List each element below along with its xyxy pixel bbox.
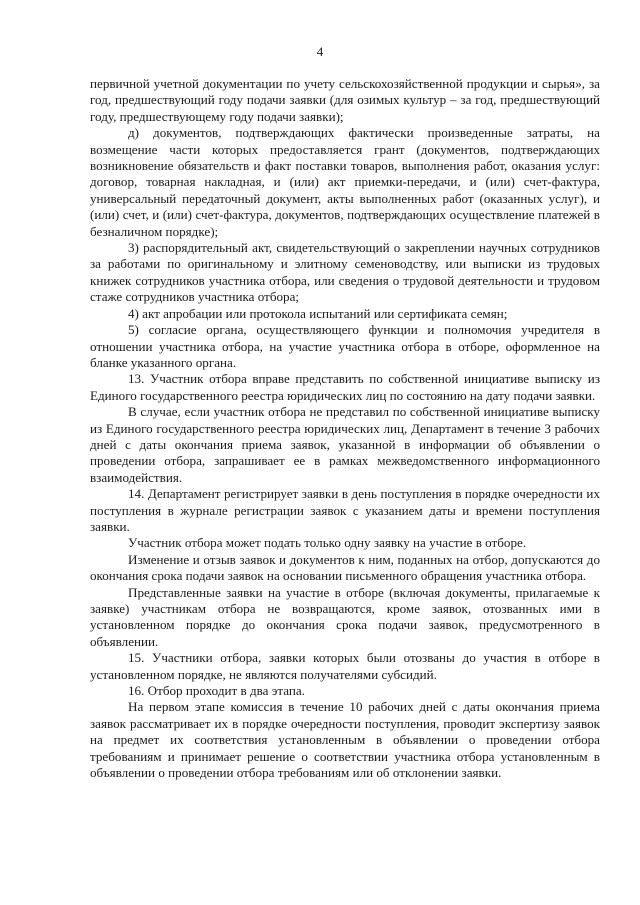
- paragraph: Участник отбора может подать только одну заявку на участие в отборе.: [128, 535, 527, 551]
- paragraph: первичной учетной документации по учету сельскохозяйственной продукции и сырья», за год, предшествующий году подачи заявки (для озимых культур – за год, предшествующий году, предшествующему году подачи заявки);: [90, 76, 600, 124]
- paragraph: Представленные заявки на участие в отборе (включая документы, прилагаемые к заявке) участникам отбора не возвращаются, кроме заявок, отозванных ими в установленном порядке до окончания срока подачи заявок, предусмотренного в объявлении.: [90, 584, 600, 649]
- paragraph: В случае, если участник отбора не представил по собственной инициативе выписку из Единого государственного реестра юридических лиц, Департамент в течение 3 рабочих дней с даты окончания приема заявок, указанной в информации об объявлении о проведении отбора, запрашивает ее в рамках межведомственного информационного взаимодействия.: [90, 404, 600, 485]
- paragraph: На первом этапе комиссия в течение 10 рабочих дней с даты окончания приема заявок рассматривает их в порядке очередности поступления, проводит экспертизу заявок на предмет их соответствия установленным в объявлении о проведении отбора требованиям и принимает решение о соответствии участника отбора установленным в объявлении о проведении отбора требованиям или об отклонении заявки.: [90, 699, 600, 781]
- paragraph: 3) распорядительный акт, свидетельствующий о закреплении научных сотрудников за работами по оригинальному и элитному семеноводству, или выписки из трудовых книжек сотрудников участника отбора, или сведения о трудовой деятельности и трудовом стаже сотрудников участника отбора;: [90, 240, 600, 305]
- paragraph: Изменение и отзыв заявок и документов к ним, поданных на отбор, допускаются до окончания срока подачи заявок на основании письменного обращения участника отбора.: [90, 551, 600, 584]
- paragraph: 16. Отбор проходит в два этапа.: [128, 683, 305, 699]
- paragraph: 4) акт апробации или протокола испытаний или сертификата семян;: [128, 305, 508, 321]
- paragraph: 5) согласие органа, осуществляющего функции и полномочия учредителя в отношении участника отбора, на участие участника отбора в отборе, оформленное на бланке указанного органа.: [90, 322, 600, 370]
- paragraph: 13. Участник отбора вправе представить по собственной инициативе выписку из Единого государственного реестра юридических лиц по состоянию на дату подачи заявки.: [90, 371, 600, 403]
- page-number: 4: [316, 44, 324, 59]
- document-body: [90, 76, 600, 781]
- paragraph: 14. Департамент регистрирует заявки в день поступления в порядке очередности их поступления в журнале регистрации заявок с указанием даты и времени поступления заявки.: [90, 486, 600, 534]
- paragraph: д) документов, подтверждающих фактически произведенные затраты, на возмещение части которых предоставляется грант (документов, подтверждающих возникновение обязательств и факт поставки товаров, выполнения работ, оказания услуг: договор, товарная накладная, и (или) акт приемки-передачи, и (или) счет-фактура, универсальный передаточный документ, акты выполненных работ (оказанных услуг), и (или) счет, и (или) счет-фактура, документов, подтверждающих осуществление платежей в безналичном порядке);: [90, 125, 600, 239]
- paragraph: 15. Участники отбора, заявки которых были отозваны до участия в отборе в установленном порядке, не являются получателями субсидий.: [90, 650, 600, 682]
